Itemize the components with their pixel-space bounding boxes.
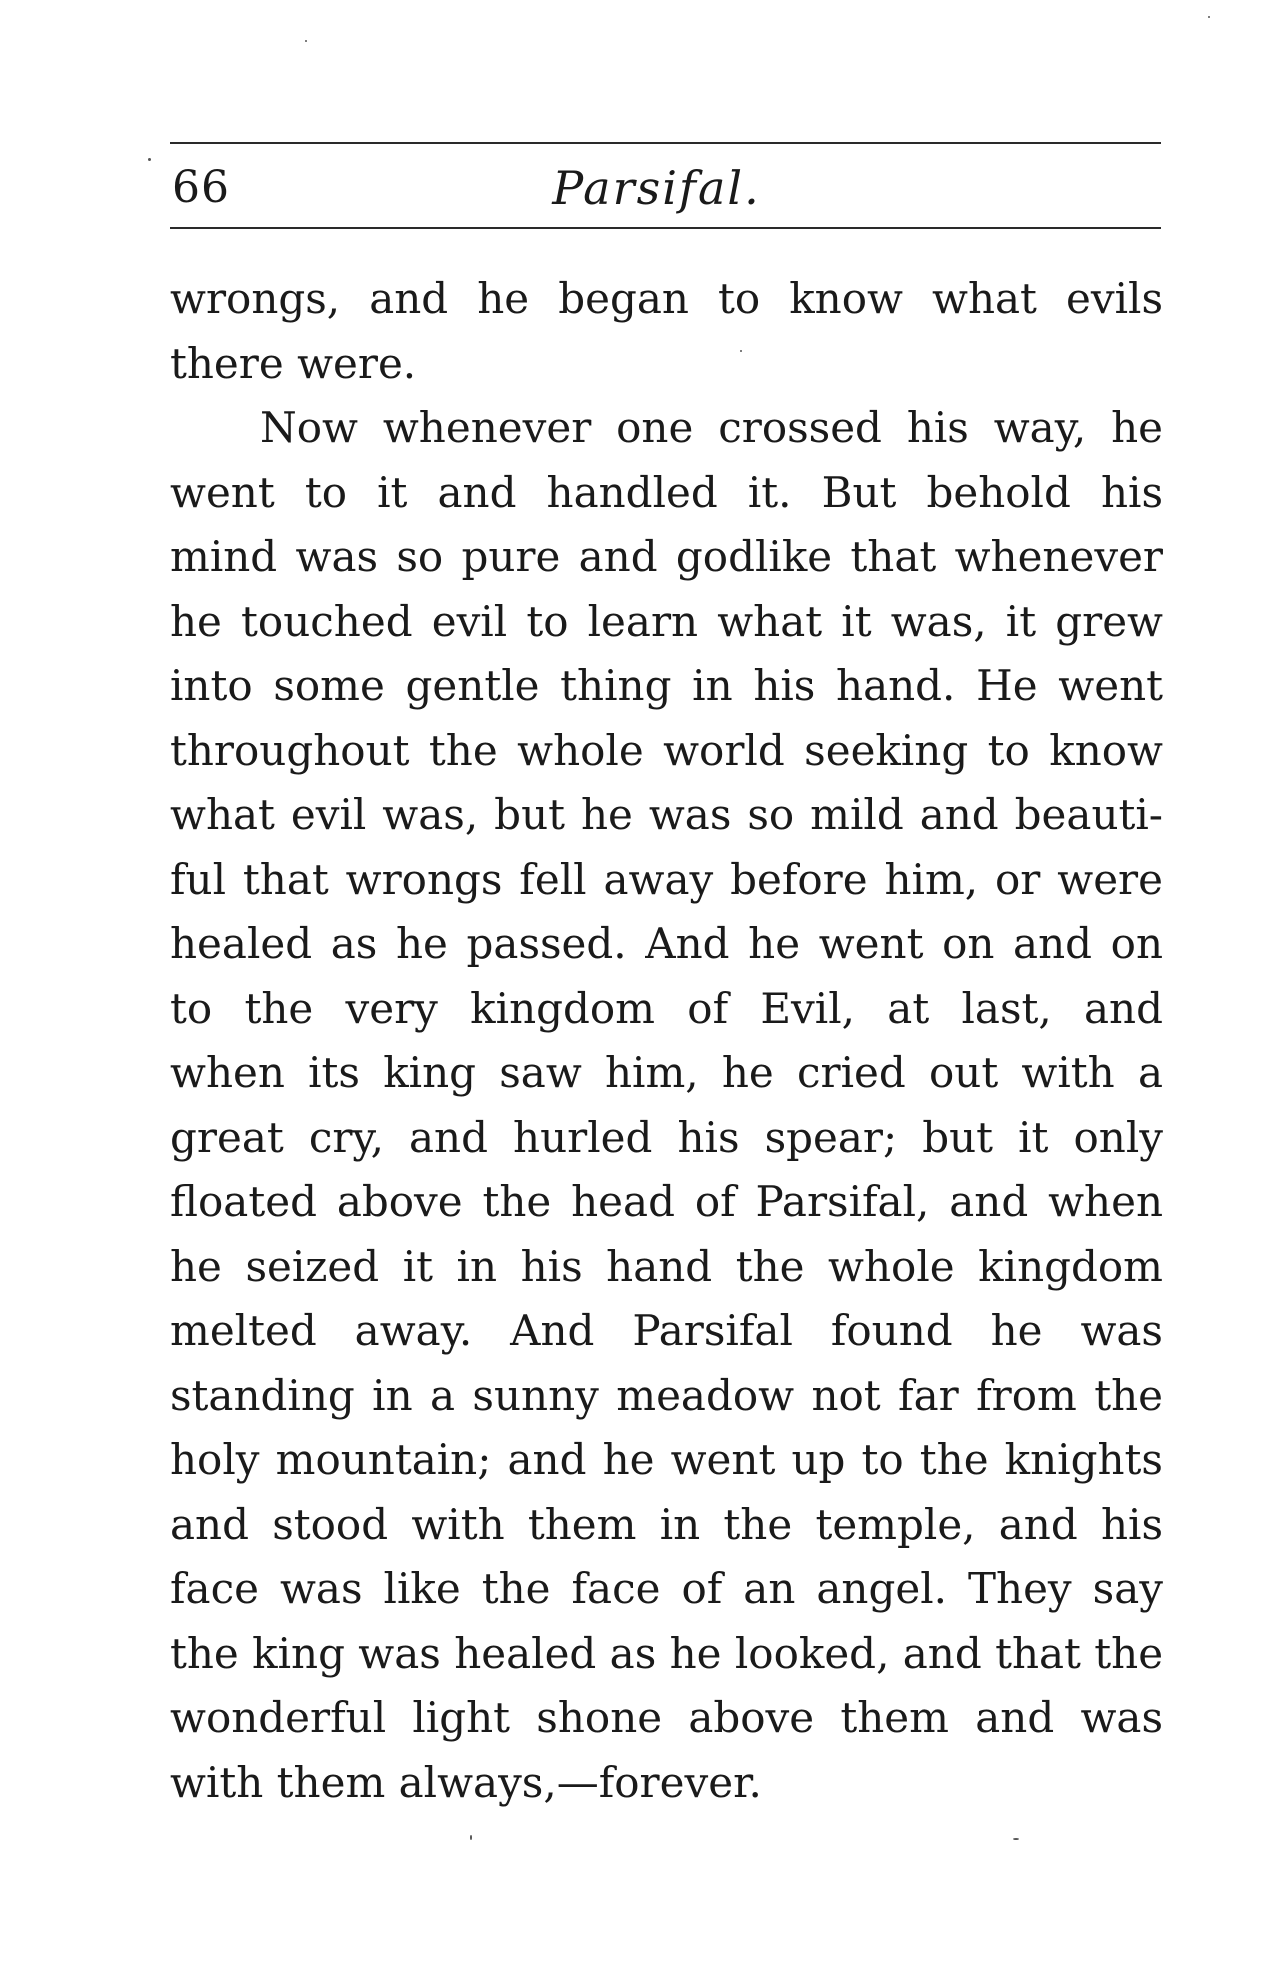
- text-line: when its king saw him, he cried out with a: [170, 1048, 1163, 1097]
- page-number: 66: [172, 162, 230, 213]
- text-line: and stood with them in the temple, and his: [170, 1499, 1163, 1549]
- text-line: face was like the face of an angel. They say: [170, 1564, 1163, 1613]
- text-line: Now whenever one crossed his way, he: [260, 403, 1163, 452]
- scan-speck: [740, 350, 742, 352]
- text-line: the king was healed as he looked, and that the: [170, 1628, 1163, 1678]
- body-text: [170, 267, 1163, 1815]
- text-line: floated above the head of Parsifal, and when: [170, 1177, 1163, 1226]
- text-line: wonderful light shone above them and was: [170, 1693, 1163, 1742]
- text-line: wrongs, and he began to know what evils: [170, 274, 1163, 323]
- text-line: standing in a sunny meadow not far from the: [170, 1370, 1163, 1420]
- text-line: he seized it in his hand the whole kingdom: [170, 1241, 1163, 1291]
- text-line: he touched evil to learn what it was, it grew: [170, 596, 1163, 646]
- text-line: with them always,—forever.: [170, 1757, 762, 1807]
- scan-speck: [148, 158, 151, 161]
- text-line: mind was so pure and godlike that whenever: [170, 532, 1163, 581]
- scan-speck: [470, 1835, 472, 1840]
- text-line: great cry, and hurled his spear; but it only: [170, 1112, 1163, 1162]
- scan-speck: [305, 40, 307, 42]
- text-line: there were.: [170, 338, 417, 388]
- text-line: ful that wrongs fell away before him, or were: [170, 854, 1163, 904]
- text-line: holy mountain; and he went up to the knights: [170, 1435, 1163, 1484]
- text-line: went to it and handled it. But behold his: [170, 467, 1163, 517]
- header-top-rule: [170, 142, 1161, 144]
- scan-speck: [1013, 1838, 1019, 1840]
- text-line: melted away. And Parsifal found he was: [170, 1306, 1163, 1355]
- text-line: healed as he passed. And he went on and on: [170, 919, 1163, 968]
- text-line: what evil was, but he was so mild and beauti-: [170, 790, 1163, 839]
- scan-speck: [1208, 16, 1210, 18]
- text-line: into some gentle thing in his hand. He went: [170, 661, 1163, 710]
- header-bottom-rule: [170, 227, 1161, 229]
- text-line: throughout the whole world seeking to know: [170, 725, 1163, 775]
- running-title: Parsifal.: [552, 161, 761, 215]
- text-line: to the very kingdom of Evil, at last, and: [170, 983, 1163, 1033]
